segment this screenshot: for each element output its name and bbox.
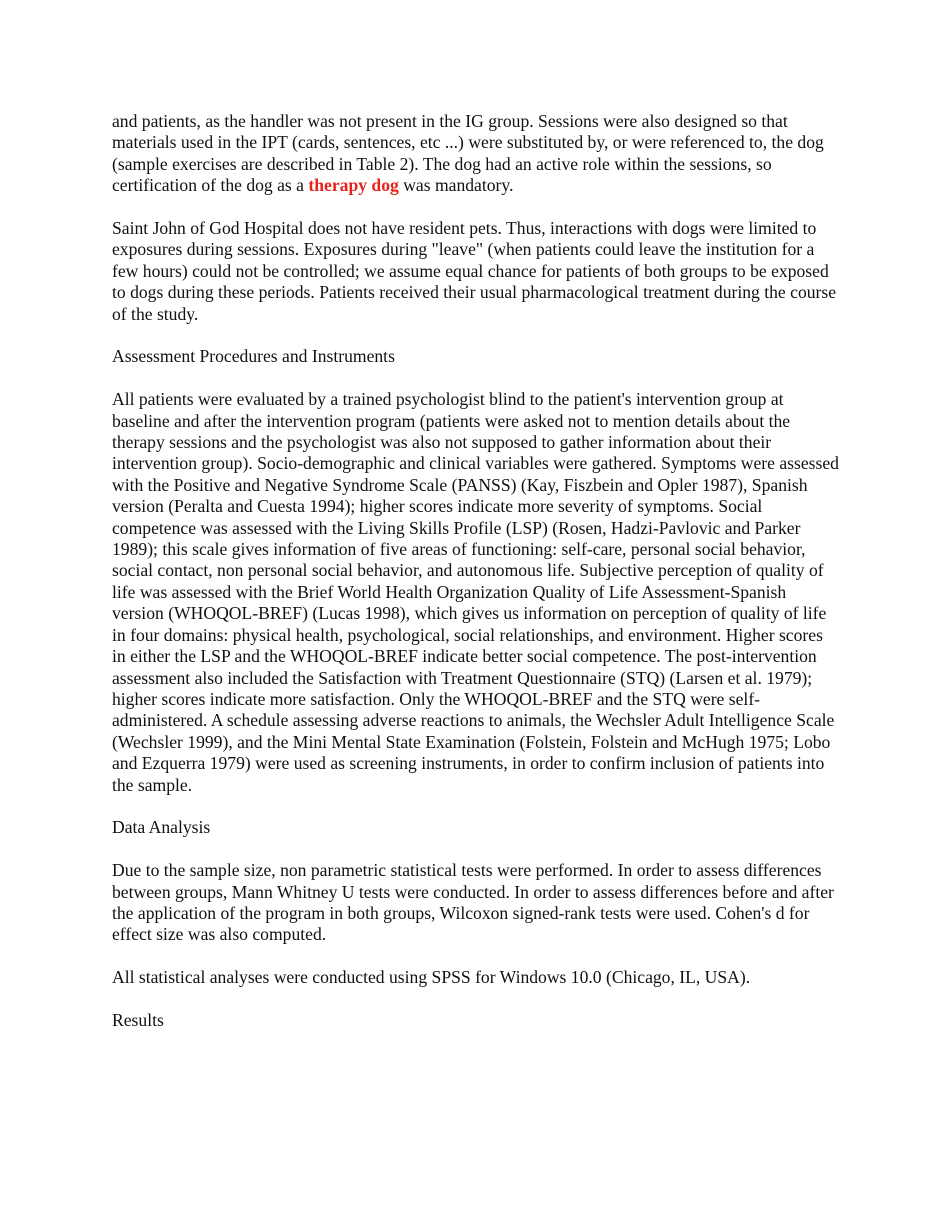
paragraph-sessions-design-text: and patients, as the handler was not present in the IG group. Sessions were also designed so that materials used in the IPT (cards, sentences, etc ...) were substituted by, or were referenced to, the dog (sample exercises are described in Table 2). The dog had an active role within the sessions, so certification of the dog as a [112, 111, 824, 196]
heading-results: Results [112, 1009, 164, 1030]
paragraph-spss: All statistical analyses were conducted using SPSS for Windows 10.0 (Chicago, IL, USA). [112, 967, 751, 988]
paragraph-resident-pets: Saint John of God Hospital does not have resident pets. Thus, interactions with dogs were limited to exposures during sessions. Exposures during "leave" (when patients could leave the institution for a few hours) could not be controlled; we assume equal chance for patients of both groups to be exposed to dogs during these periods. Patients received their usual pharmacological treatment during the course of the study. [112, 218, 837, 324]
heading-assessment-procedures: Assessment Procedures and Instruments [112, 346, 395, 367]
paragraph-data-analysis: Due to the sample size, non parametric statistical tests were performed. In order to assess differences between groups, Mann Whitney U tests were conducted. In order to assess differences before and after the application of the program in both groups, Wilcoxon signed-rank tests were used. Cohen's d for effect size was also computed. [112, 860, 834, 945]
paragraph-sessions-design-tail: was mandatory. [398, 175, 514, 196]
heading-data-analysis: Data Analysis [112, 817, 211, 838]
paragraph-sessions-design [112, 111, 840, 197]
therapy-dog-highlight: therapy dog [308, 175, 399, 196]
document-page [112, 111, 840, 1053]
paragraph-assessment: All patients were evaluated by a trained psychologist blind to the patient's intervention group at baseline and after the intervention program (patients were asked not to mention details about the therapy sessions and the psychologist was also not supposed to gather information about their intervention group). Socio-demographic and clinical variables were gathered. Symptoms were assessed with the Positive and Negative Syndrome Scale (PANSS) (Kay, Fiszbein and Opler 1987), Spanish version (Peralta and Cuesta 1994); higher scores indicate more severity of symptoms. Social competence was assessed with the Living Skills Profile (LSP) (Rosen, Hadzi-Pavlovic and Parker 1989); this scale gives information of five areas of functioning: self-care, personal social behavior, social contact, non personal social behavior, and autonomous life. Subjective perception of quality of life was assessed with the Brief World Health Organization Quality of Life Assessment-Spanish version (WHOQOL-BREF) (Lucas 1998), which gives us information on perception of quality of life in four domains: physical health, psychological, social relationships, and environment. Higher scores in either the LSP and the WHOQOL-BREF indicate better social competence. The post-intervention assessment also included the Satisfaction with Treatment Questionnaire (STQ) (Larsen et al. 1979); higher scores indicate more satisfaction. Only the WHOQOL-BREF and the STQ were self-administered. A schedule assessing adverse reactions to animals, the Wechsler Adult Intelligence Scale (Wechsler 1999), and the Mini Mental State Examination (Folstein, Folstein and McHugh 1975; Lobo and Ezquerra 1979) were used as screening instruments, in order to confirm inclusion of patients into the sample. [112, 389, 839, 795]
